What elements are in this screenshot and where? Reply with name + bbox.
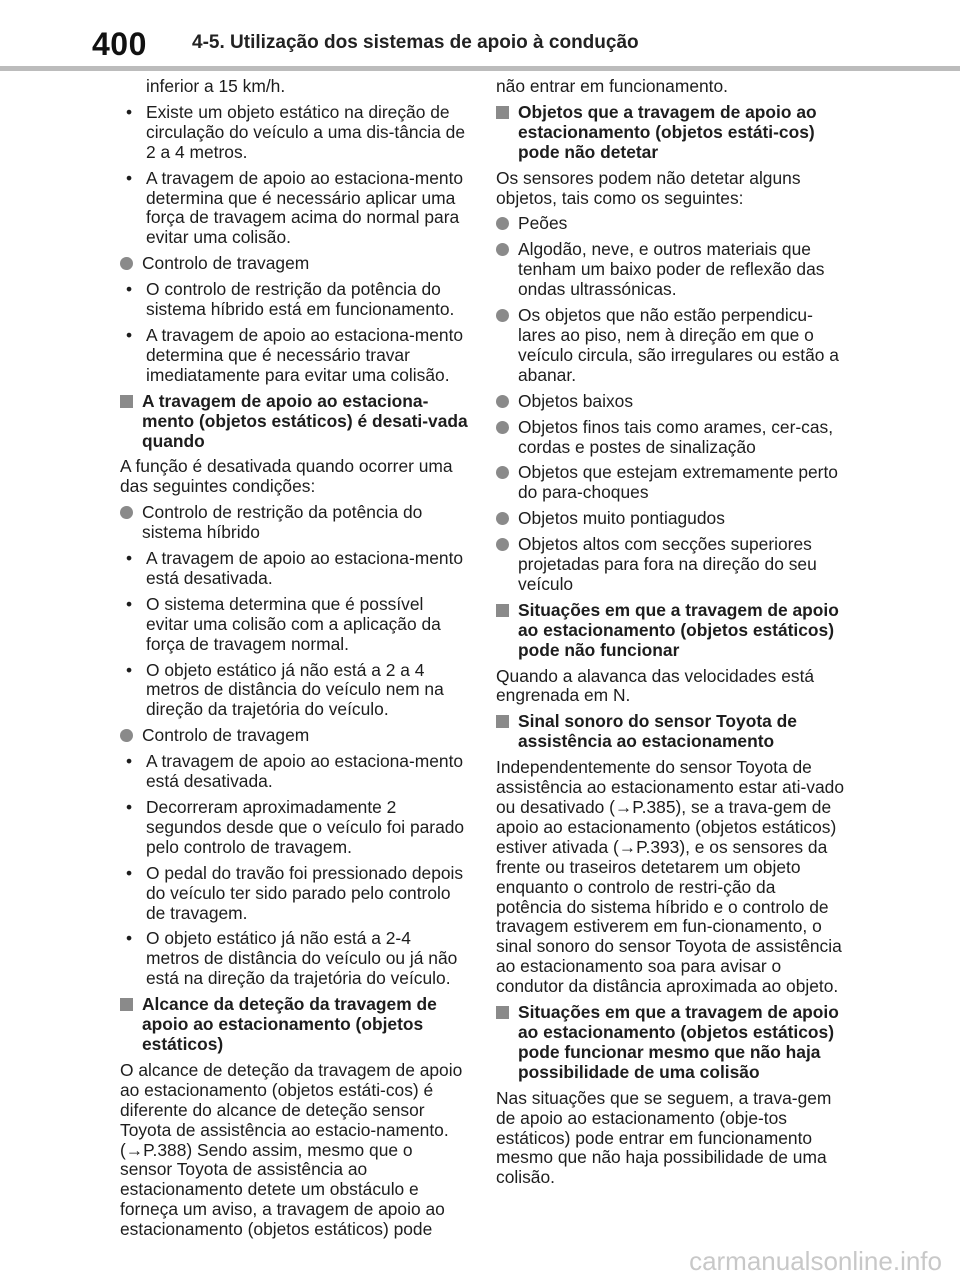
text: Os objetos que não estão perpendicu-lares ao piso, nem à direção em que o veículo circula, são irregulares ou estão a abanar. <box>518 305 839 385</box>
bullet-icon: • <box>126 593 133 614</box>
section-heading <box>496 103 844 163</box>
paragraph <box>496 667 844 707</box>
text: A travagem de apoio ao estaciona-mento determina que é necessário travar imediatamente para evitar uma colisão. <box>146 324 464 385</box>
text: Situações em que a travagem de apoio ao estacionamento (objetos estáticos) pode funcionar mesmo que não haja possibilidade de uma colisão <box>518 1002 839 1082</box>
text: Objetos muito pontiagudos <box>518 508 725 529</box>
text: O controlo de restrição da potência do sistema híbrido está em funcionamento. <box>146 279 455 320</box>
page-title: 4-5. Utilização dos sistemas de apoio à condução <box>192 32 639 53</box>
circle-bullet-item <box>496 535 844 595</box>
text: Decorreram aproximadamente 2 segundos desde que o veículo foi parado pelo controlo de travagem. <box>146 797 465 857</box>
bullet-item <box>120 929 468 989</box>
bullet-icon: • <box>126 548 133 569</box>
text: Nas situações que se seguem, a trava-gem de apoio ao estacionamento (obje-tos estáticos) pode entrar em funcionamento mesmo que não haja possibilidade de uma colisão. <box>496 1087 832 1188</box>
circle-bullet-item <box>496 418 844 458</box>
section-heading <box>496 601 844 661</box>
left-column <box>120 77 468 1246</box>
watermark: carmanualsonline.info <box>689 1246 942 1276</box>
bullet-item <box>120 169 468 249</box>
text: O sistema determina que é possível evitar uma colisão com a aplicação da força de travagem normal. <box>146 593 441 654</box>
circle-bullet-icon <box>120 257 133 270</box>
circle-bullet-item <box>496 463 844 503</box>
bullet-icon: • <box>126 928 133 949</box>
square-heading-icon <box>120 395 133 408</box>
square-heading-icon <box>496 106 509 119</box>
circle-bullet-icon <box>120 729 133 742</box>
section-heading <box>496 1003 844 1083</box>
bullet-icon: • <box>126 751 133 772</box>
square-heading-icon <box>496 604 509 617</box>
text: Objetos que estejam extremamente perto do para-choques <box>518 462 838 503</box>
text: A travagem de apoio ao estaciona-mento está desativada. <box>146 751 464 792</box>
circle-bullet-icon <box>496 421 509 434</box>
circle-bullet-icon <box>496 466 509 479</box>
text: Objetos que a travagem de apoio ao estacionamento (objetos estáti-cos) pode não detetar <box>518 101 817 162</box>
section-heading <box>120 995 468 1055</box>
text: Peões <box>518 213 568 234</box>
circle-bullet-icon <box>496 395 509 408</box>
bullet-icon: • <box>126 797 133 817</box>
text: A travagem de apoio ao estaciona-mento determina que é necessário aplicar uma força de travagem acima do normal para evitar uma colisão. <box>146 167 464 248</box>
text: O alcance de deteção da travagem de apoio ao estacionamento (objetos estáti-cos) é diferente do alcance de deteção sensor Toyota de assistência ao estacio-namento. (→P.388) Sendo assim, mesmo que o sensor Toyota de assistência ao estacionamento detete um obstáculo e forneça um aviso, a travagem de apoio ao estacionamento (objetos estáticos) pode <box>120 1059 463 1240</box>
square-heading-icon <box>496 715 509 728</box>
text: Objetos finos tais como arames, cer-cas, cordas e postes de sinalização <box>518 416 834 457</box>
text: O objeto estático já não está a 2-4 metros de distância do veículo ou já não está na direção da trajetória do veículo. <box>146 928 458 989</box>
text: Alcance da deteção da travagem de apoio ao estacionamento (objetos estáticos) <box>142 994 437 1054</box>
circle-bullet-icon <box>496 538 509 551</box>
text: Independentemente do sensor Toyota de assistência ao estacionamento estar ati-vado ou desativado (→P.385), se a trava-gem de apoio ao estacionamento (objetos estáticos) estiver ativada (→P.393), e os sensores da frente ou traseiros detetarem um objeto enquanto o controlo de restri-ção da potência do sistema híbrido e o controlo de travagem estiverem em fun-cionamento, o sinal sonoro do sensor Toyota de assistência ao estacionamento soa para avisar o condutor da distância aproximada ao objeto. <box>496 757 845 997</box>
circle-bullet-item <box>120 254 468 274</box>
text: A travagem de apoio ao estaciona-mento está desativada. <box>146 548 464 588</box>
square-heading-icon <box>120 998 133 1011</box>
section-heading <box>496 712 844 752</box>
paragraph <box>496 77 844 97</box>
circle-bullet-icon <box>120 506 133 519</box>
text: Quando a alavanca das velocidades está engrenada em N. <box>496 665 815 706</box>
text: Controlo de travagem <box>142 725 310 746</box>
bullet-icon: • <box>126 324 133 345</box>
circle-bullet-item <box>120 503 468 543</box>
text: Os sensores podem não detetar alguns objetos, tais como os seguintes: <box>496 167 801 208</box>
paragraph <box>120 1061 468 1240</box>
right-column <box>496 77 844 1194</box>
circle-bullet-item <box>496 306 844 386</box>
circle-bullet-item <box>496 240 844 300</box>
circle-bullet-icon <box>496 512 509 525</box>
bullet-icon: • <box>126 101 133 122</box>
paragraph <box>120 77 468 97</box>
bullet-item <box>120 549 468 589</box>
text: inferior a 15 km/h. <box>146 76 286 96</box>
circle-bullet-item <box>496 392 844 412</box>
bullet-icon: • <box>126 659 133 680</box>
text: O pedal do travão foi pressionado depois do veículo ter sido parado pelo controlo de travagem. <box>146 862 464 923</box>
bullet-item <box>120 661 468 721</box>
circle-bullet-item <box>496 214 844 234</box>
square-heading-icon <box>496 1006 509 1019</box>
header-rule <box>0 66 960 71</box>
text: Existe um objeto estático na direção de circulação do veículo a uma dis-tância de 2 a 4 metros. <box>146 101 466 162</box>
text: O objeto estático já não está a 2 a 4 metros de distância do veículo nem na direção da trajetória do veículo. <box>146 659 444 720</box>
text: Sinal sonoro do sensor Toyota de assistência ao estacionamento <box>518 711 797 752</box>
text: Objetos altos com secções superiores projetadas para fora na direção do seu veículo <box>518 534 817 594</box>
bullet-item <box>120 103 468 163</box>
text: Situações em que a travagem de apoio ao estacionamento (objetos estáticos) pode não funcionar <box>518 599 839 660</box>
text: A travagem de apoio ao estaciona-mento (objetos estáticos) é desati-vada quando <box>142 390 468 451</box>
circle-bullet-icon <box>496 309 509 322</box>
circle-bullet-item <box>496 509 844 529</box>
bullet-item <box>120 752 468 792</box>
bullet-icon: • <box>126 279 133 300</box>
section-heading <box>120 392 468 452</box>
text: não entrar em funcionamento. <box>496 76 729 96</box>
circle-bullet-item <box>120 726 468 746</box>
paragraph <box>496 169 844 209</box>
paragraph <box>120 457 468 497</box>
bullet-item <box>120 326 468 386</box>
text: Controlo de restrição da potência do sistema híbrido <box>142 502 423 543</box>
text: Objetos baixos <box>518 390 634 411</box>
bullet-item <box>120 798 468 858</box>
bullet-icon: • <box>126 862 133 883</box>
bullet-item <box>120 595 468 655</box>
circle-bullet-icon <box>496 217 509 230</box>
bullet-icon: • <box>126 167 133 188</box>
text: Algodão, neve, e outros materiais que tenham um baixo poder de reflexão das ondas ultrassónicas. <box>518 239 825 300</box>
circle-bullet-icon <box>496 243 509 256</box>
bullet-item <box>120 280 468 320</box>
paragraph <box>496 1089 844 1189</box>
page-number: 400 <box>92 26 147 62</box>
paragraph <box>496 758 844 997</box>
text: A função é desativada quando ocorrer uma das seguintes condições: <box>120 456 453 497</box>
text: Controlo de travagem <box>142 253 310 274</box>
bullet-item <box>120 864 468 924</box>
